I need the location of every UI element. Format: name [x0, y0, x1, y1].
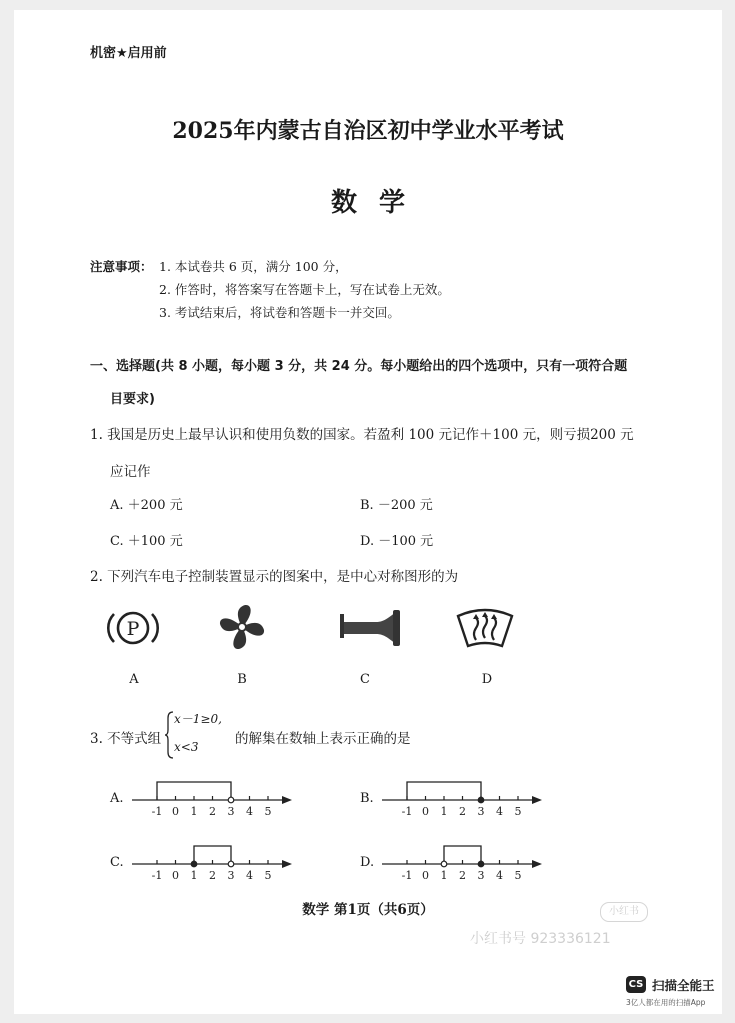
tick-label: 3 — [227, 869, 235, 882]
tick-label: 5 — [264, 869, 272, 882]
camscanner-tagline: 3亿人都在用的扫描App — [626, 998, 706, 1007]
exam-page — [14, 10, 722, 1014]
q1-text-line1: 1. 我国是历史上最早认识和使用负数的国家。若盈利 100 元记作＋100 元，则亏损200 元 — [90, 427, 634, 443]
tick-label: 3 — [477, 805, 485, 818]
axis-arrow — [282, 860, 292, 868]
q3-suffix: 的解集在数轴上表示正确的是 — [235, 731, 411, 747]
number-line-d — [382, 840, 544, 886]
q1-option-c: C. ＋100 元 — [110, 534, 183, 549]
tick-label: 0 — [172, 805, 179, 818]
tick-label: 2 — [459, 805, 466, 818]
tick-label: 2 — [209, 869, 216, 882]
q3-option-c-label: C. — [110, 855, 124, 870]
windshield-defrost-icon — [455, 606, 515, 650]
endpoint-right — [478, 797, 484, 803]
system-brace — [164, 710, 174, 760]
tick-label: -1 — [401, 805, 413, 818]
endpoint-left — [191, 861, 197, 867]
tick-label: -1 — [401, 869, 413, 882]
svg-text:P: P — [126, 618, 140, 640]
exam-title: 2025年内蒙古自治区初中学业水平考试 — [172, 118, 564, 144]
q3-inequality-2: x<3 — [174, 740, 199, 754]
tick-label: 4 — [496, 869, 503, 882]
tick-label: 0 — [172, 869, 179, 882]
q3-inequality-1: x－1≥0, — [174, 712, 222, 726]
endpoint-right — [228, 797, 234, 803]
endpoint-right — [228, 861, 234, 867]
q3-option-b-label: B. — [360, 791, 374, 806]
q1-text-line2: 应记作 — [110, 464, 151, 480]
axis-arrow — [532, 860, 542, 868]
note-item-1: 1. 本试卷共 6 页，满分 100 分， — [159, 259, 348, 274]
q2-label-a: A — [129, 672, 139, 687]
note-item-3: 3. 考试结束后，将试卷和答题卡一并交回。 — [159, 305, 400, 320]
tick-label: 4 — [246, 805, 253, 818]
tick-label: 5 — [264, 805, 272, 818]
tick-label: 0 — [422, 869, 429, 882]
endpoint-left — [441, 861, 447, 867]
number-line-b — [382, 776, 544, 822]
parking-brake-icon — [106, 606, 160, 650]
axis-arrow — [282, 796, 292, 804]
q1-option-b: B. －200 元 — [360, 498, 433, 513]
q2-label-c: C — [360, 672, 370, 687]
q2-label-b: B — [237, 672, 247, 687]
fan-icon — [215, 600, 269, 654]
q3-prefix: 3. 不等式组 — [90, 731, 162, 747]
tick-label: -1 — [151, 805, 163, 818]
q1-option-d: D. －100 元 — [360, 534, 434, 549]
tick-label: 2 — [459, 869, 466, 882]
tick-label: 1 — [440, 805, 448, 818]
tick-label: 4 — [496, 805, 503, 818]
number-line-a — [132, 776, 294, 822]
tick-label: 4 — [246, 869, 253, 882]
subject-title: 数学 — [330, 188, 427, 218]
confidential-mark: 机密★启用前 — [90, 46, 167, 61]
section-heading-line2: 目要求) — [110, 392, 155, 407]
q1-option-a: A. ＋200 元 — [110, 498, 183, 513]
note-item-2: 2. 作答时，将答案写在答题卡上，写在试卷上无效。 — [159, 282, 450, 297]
tick-label: 0 — [422, 805, 429, 818]
watermark-badge: 小红书 — [600, 902, 648, 922]
q3-option-d-label: D. — [360, 855, 375, 870]
notes-label: 注意事项： — [90, 259, 153, 274]
page-footer: 数学 第1页（共6页） — [302, 902, 434, 918]
tick-label: -1 — [151, 869, 163, 882]
horn-icon — [340, 608, 404, 648]
camscanner-logo: CS — [626, 976, 646, 993]
q2-label-d: D — [481, 672, 493, 687]
tick-label: 1 — [190, 805, 198, 818]
camscanner-name: 扫描全能王 — [652, 978, 715, 993]
axis-arrow — [532, 796, 542, 804]
tick-label: 3 — [477, 869, 485, 882]
number-line-c — [132, 840, 294, 886]
tick-label: 5 — [514, 805, 522, 818]
q2-text: 2. 下列汽车电子控制装置显示的图案中，是中心对称图形的为 — [90, 569, 459, 585]
watermark-text: 小红书号 923336121 — [470, 931, 611, 947]
endpoint-right — [478, 861, 484, 867]
q3-option-a-label: A. — [110, 791, 124, 806]
tick-label: 2 — [209, 805, 216, 818]
tick-label: 5 — [514, 869, 522, 882]
tick-label: 1 — [190, 869, 198, 882]
tick-label: 3 — [227, 805, 235, 818]
tick-label: 1 — [440, 869, 448, 882]
section-heading-line1: 一、选择题(共 8 小题，每小题 3 分，共 24 分。每小题给出的四个选项中，只有一项符合题 — [90, 359, 628, 374]
